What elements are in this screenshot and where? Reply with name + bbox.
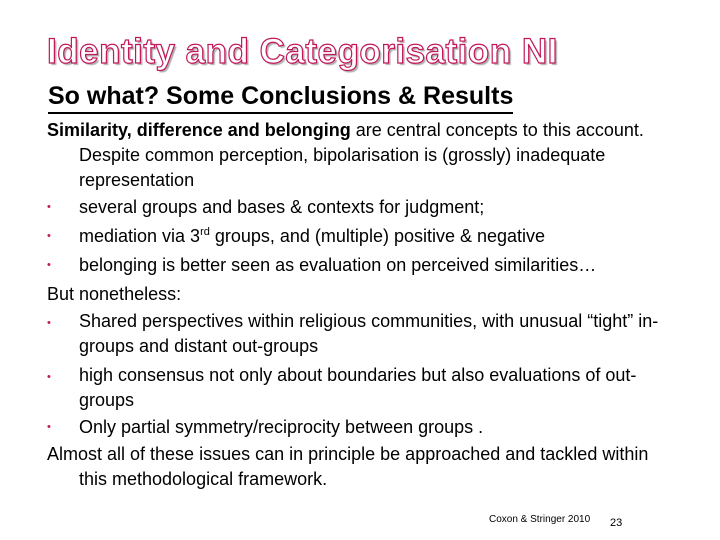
bullet-item [47, 222, 672, 251]
intro-rest: are central concepts to this account. Despite common perception, bipolarisation is (grossly) inadequate representation [79, 120, 644, 190]
bullet-icon: • [47, 259, 51, 271]
bullet-text-sup: rd [200, 226, 210, 238]
bullet-icon: • [47, 201, 51, 213]
slide-title: Identity and Categorisation NI [47, 32, 558, 71]
slide-body [47, 118, 672, 492]
intro-paragraph [47, 118, 672, 193]
bullet-icon: • [47, 230, 51, 242]
bullet-text: Only partial symmetry/reciprocity between groups . [79, 417, 484, 437]
closing-paragraph: Almost all of these issues can in principle be approached and tackled within this methodological framework. [47, 444, 649, 489]
bullet-item [47, 413, 672, 442]
bullet-text: high consensus not only about boundaries but also evaluations of out-groups [79, 365, 637, 410]
bullet-text-pre: mediation via 3 [79, 226, 201, 246]
footer-credit: Coxon & Stringer 2010 [489, 514, 591, 525]
bullet-item [47, 363, 672, 413]
bullet-icon: • [47, 371, 51, 383]
slide-subtitle: So what? Some Conclusions & Results [48, 80, 513, 114]
bullet-text: several groups and bases & contexts for judgment; [79, 197, 485, 217]
bullet-item [47, 251, 672, 280]
bullet-icon: • [47, 421, 51, 433]
bullet-text: belonging is better seen as evaluation on perceived similarities… [79, 255, 597, 275]
bullet-item [47, 309, 672, 359]
nonetheless-line: But nonetheless: [47, 284, 182, 304]
bullet-text-post: groups, and (multiple) positive & negative [209, 226, 546, 246]
bullet-text: Shared perspectives within religious communities, with unusual “tight” in-groups and distant out-groups [79, 311, 659, 356]
page-number: 23 [610, 517, 623, 529]
bullet-icon: • [47, 317, 51, 329]
bullet-item [47, 193, 672, 222]
intro-lead: Similarity, difference and belonging [47, 120, 351, 140]
